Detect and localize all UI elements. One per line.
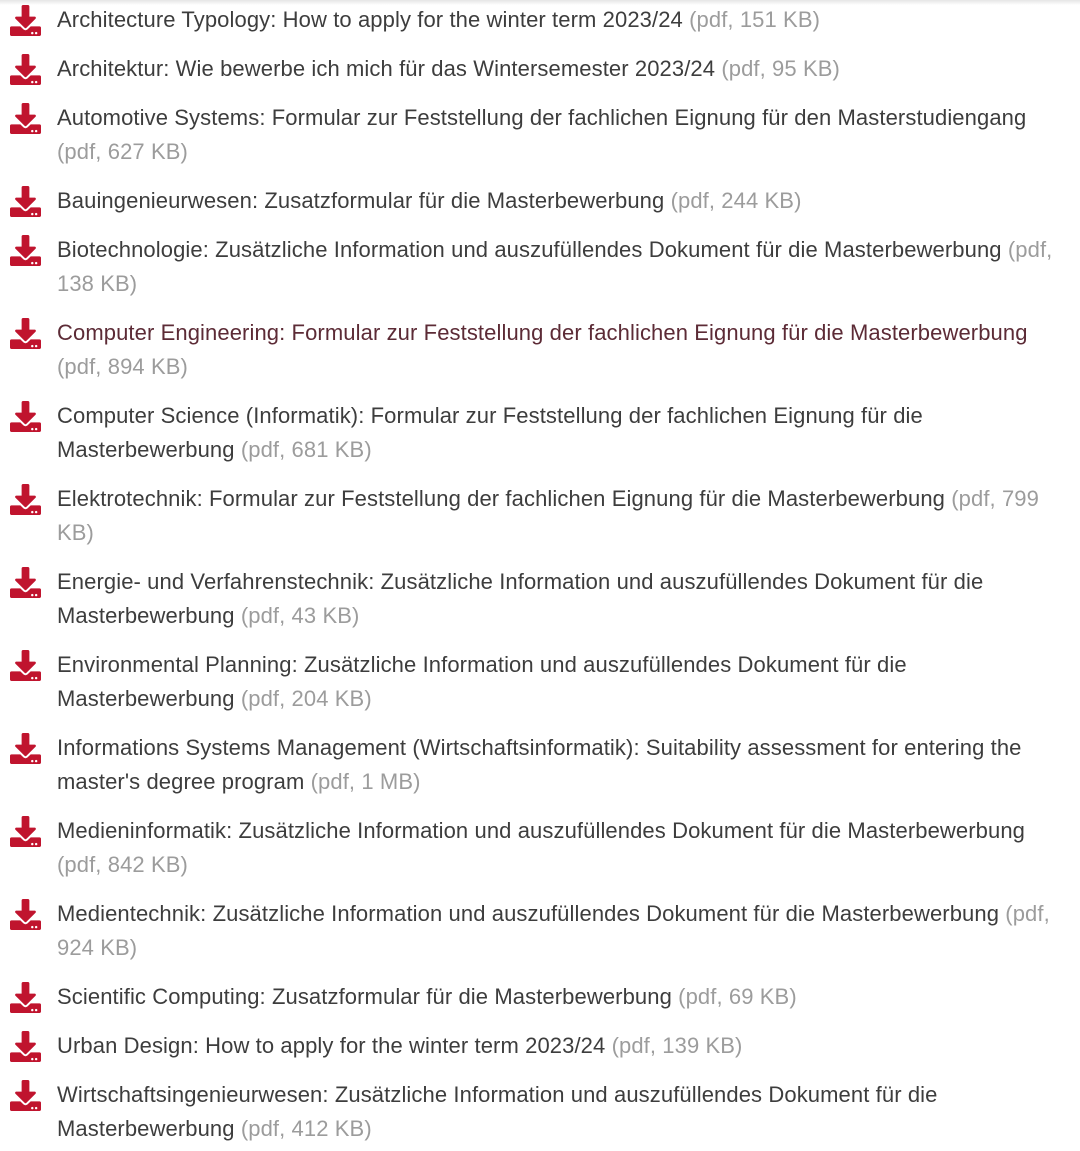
download-item-text [57, 1029, 743, 1063]
download-icon[interactable] [10, 186, 44, 217]
file-meta: (pdf, 244 KB) [670, 188, 802, 213]
file-meta: (pdf, 95 KB) [721, 56, 840, 81]
download-item-text [57, 482, 1058, 550]
download-link[interactable]: Medientechnik: Zusätzliche Information und auszufüllendes Dokument für die Masterbewerbung [57, 901, 1000, 926]
download-link[interactable]: Energie- und Verfahrenstechnik: Zusätzliche Information und auszufüllendes Dokument für die Masterbewerbung [57, 569, 984, 628]
file-meta: (pdf, 43 KB) [240, 603, 360, 628]
download-item-text [57, 316, 1058, 384]
download-list-item [10, 233, 1058, 301]
file-meta: (pdf, 627 KB) [57, 139, 188, 164]
file-meta: (pdf, 681 KB) [240, 437, 372, 462]
download-item-text [57, 980, 797, 1014]
download-item-text [57, 565, 1058, 633]
download-icon[interactable] [10, 318, 44, 349]
download-icon[interactable] [10, 235, 44, 266]
file-meta: (pdf, 842 KB) [57, 852, 188, 877]
download-link[interactable]: Biotechnologie: Zusätzliche Information und auszufüllendes Dokument für die Masterbewerbung [57, 237, 1002, 262]
download-link[interactable]: Urban Design: How to apply for the winter term 2023/24 [57, 1033, 606, 1058]
download-icon[interactable] [10, 103, 44, 134]
file-meta: (pdf, 799 KB) [57, 486, 1039, 545]
download-link[interactable]: Scientific Computing: Zusatzformular für die Masterbewerbung [57, 984, 672, 1009]
download-item-text [57, 233, 1058, 301]
download-icon[interactable] [10, 1080, 44, 1111]
download-icon[interactable] [10, 899, 44, 930]
download-icon[interactable] [10, 733, 44, 764]
download-item-text [57, 648, 1058, 716]
download-item-text [57, 814, 1058, 882]
download-list-item [10, 316, 1058, 384]
file-meta: (pdf, 69 KB) [678, 984, 797, 1009]
download-link[interactable]: Computer Science (Informatik): Formular zur Feststellung der fachlichen Eignung für die Masterbewerbung [57, 403, 923, 462]
download-link[interactable]: Informations Systems Management (Wirtschaftsinformatik): Suitability assessment for entering the master's degree program [57, 735, 1022, 794]
download-link[interactable]: Wirtschaftsingenieurwesen: Zusätzliche Information und auszufüllendes Dokument für die Masterbewerbung [57, 1082, 938, 1141]
download-list-item [10, 184, 1058, 218]
download-link[interactable]: Environmental Planning: Zusätzliche Information und auszufüllendes Dokument für die Masterbewerbung [57, 652, 907, 711]
download-item-text [57, 52, 840, 86]
download-list-item [10, 1078, 1058, 1146]
file-meta: (pdf, 894 KB) [57, 354, 188, 379]
download-link[interactable]: Architecture Typology: How to apply for the winter term 2023/24 [57, 7, 683, 32]
download-link[interactable]: Bauingenieurwesen: Zusatzformular für die Masterbewerbung [57, 188, 665, 213]
download-icon[interactable] [10, 1031, 44, 1062]
file-meta: (pdf, 204 KB) [240, 686, 372, 711]
download-list-item [10, 1029, 1058, 1063]
download-list-item [10, 101, 1058, 169]
download-link[interactable]: Medieninformatik: Zusätzliche Information und auszufüllendes Dokument für die Masterbewerbung [57, 818, 1026, 843]
download-icon[interactable] [10, 567, 44, 598]
file-meta: (pdf, 138 KB) [57, 237, 1053, 296]
file-meta: (pdf, 139 KB) [611, 1033, 743, 1058]
file-meta: (pdf, 151 KB) [689, 7, 821, 32]
download-icon[interactable] [10, 5, 44, 36]
download-list-item [10, 399, 1058, 467]
download-list-item [10, 3, 1058, 37]
download-list-item [10, 565, 1058, 633]
download-list-item [10, 731, 1058, 799]
download-link[interactable]: Elektrotechnik: Formular zur Feststellung der fachlichen Eignung für die Masterbewerbung [57, 486, 946, 511]
download-item-text [57, 399, 1058, 467]
download-item-text [57, 101, 1058, 169]
file-meta: (pdf, 1 MB) [310, 769, 421, 794]
download-list-item [10, 980, 1058, 1014]
download-item-text [57, 897, 1058, 965]
download-icon[interactable] [10, 484, 44, 515]
download-icon[interactable] [10, 401, 44, 432]
download-item-text [57, 3, 820, 37]
download-list-item [10, 482, 1058, 550]
download-link[interactable]: Automotive Systems: Formular zur Feststellung der fachlichen Eignung für den Masterstudiengang [57, 105, 1027, 130]
download-icon[interactable] [10, 650, 44, 681]
download-item-text [57, 731, 1058, 799]
download-icon[interactable] [10, 982, 44, 1013]
download-icon[interactable] [10, 54, 44, 85]
download-link[interactable]: Architektur: Wie bewerbe ich mich für das Wintersemester 2023/24 [57, 56, 716, 81]
download-link[interactable]: Computer Engineering: Formular zur Feststellung der fachlichen Eignung für die Masterbewerbung [57, 320, 1028, 345]
download-icon[interactable] [10, 816, 44, 847]
download-list-item [10, 648, 1058, 716]
file-meta: (pdf, 924 KB) [57, 901, 1050, 960]
download-list-item [10, 814, 1058, 882]
file-meta: (pdf, 412 KB) [240, 1116, 372, 1141]
download-list-item [10, 897, 1058, 965]
download-item-text [57, 184, 802, 218]
download-item-text [57, 1078, 1058, 1146]
download-list-item [10, 52, 1058, 86]
